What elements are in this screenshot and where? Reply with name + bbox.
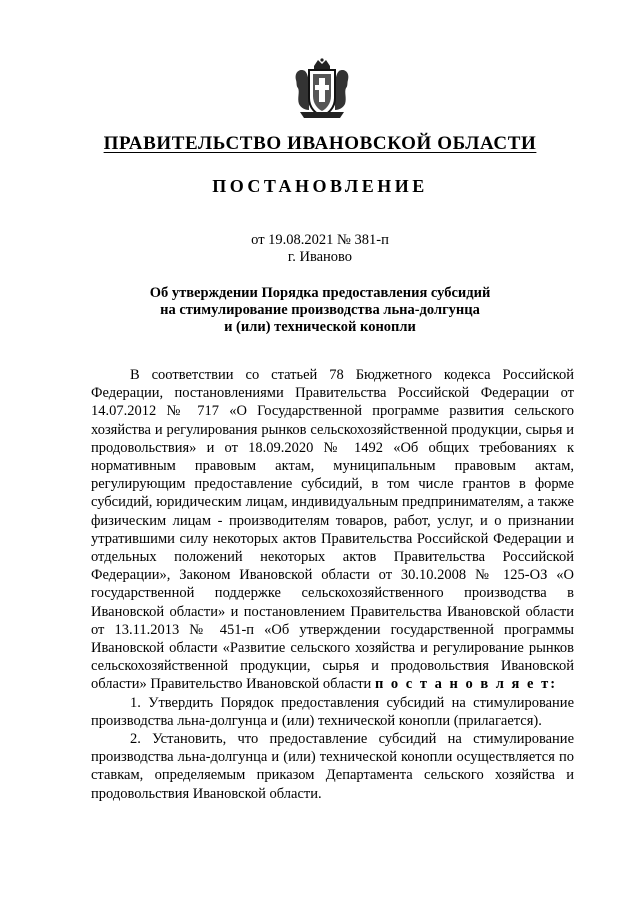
coat-of-arms-icon xyxy=(292,58,352,120)
document-subject xyxy=(0,285,640,336)
document-meta xyxy=(0,232,640,266)
item-paragraph: 2. Установить, что предоставление субсидий на стимулирование производства льна-долгунца и (или) технической конопли осуществляется по ставкам, определяемым приказом Департамента сельского хозяйства и продовольствия Ивановской области. xyxy=(91,731,574,802)
decree-word: п о с т а н о в л я е т: xyxy=(374,676,558,693)
preamble-text: В соответствии со статьей 78 Бюджетного кодекса Российской Федерации, постановлениями Правительства Российской Федерации от 14.07.2012 № 717 «О Государственной программе развития сельского хозяйства и регулирования рынков сельскохозяйственной продукции, сырья и продовольствия» и от 18.09.2020 № 1492 «Об общих требованиях к нормативным правовым актам, муниципальным правовым актам, регулирующим предоставление субсидий, в том числе грантов в форме субсидий, юридическим лицам, индивидуальным предпринимателям, а также физическим лицам - производителям товаров, работ, услуг, и о признании утратившими силу некоторых актов Правительства Российской Федерации и отдельных положений некоторых актов Правительства Российской Федерации», Законом Ивановской области от 30.10.2008 № 125-ОЗ «О государственной поддержке сельскохозяйственного производства в Ивановской области» и постановлением Правительства Ивановской области от 13.11.2013 № 451-п «Об утверждении государственной программы Ивановской области «Развитие сельского хозяйства и регулирование рынков сельскохозяйственной продукции, сырья и продовольствия Ивановской области» Правительство Ивановской области xyxy=(91,367,574,693)
document-type: ПОСТАНОВЛЕНИЕ xyxy=(212,176,428,196)
date-number: от 19.08.2021 № 381-п xyxy=(251,232,389,248)
government-title: ПРАВИТЕЛЬСТВО ИВАНОВСКОЙ ОБЛАСТИ xyxy=(103,133,537,154)
document-body xyxy=(91,366,574,803)
city: г. Иваново xyxy=(287,249,353,265)
subject-line: Об утверждении Порядка предоставления субсидий xyxy=(149,285,491,301)
subject-line: и (или) технической конопли xyxy=(224,319,416,335)
item-paragraph: 1. Утвердить Порядок предоставления субсидий на стимулирование производства льна-долгунца и (или) технической конопли (прилагается). xyxy=(91,694,574,729)
preamble-paragraph xyxy=(91,366,574,694)
subject-line: на стимулирование производства льна-долгунца xyxy=(160,302,480,318)
